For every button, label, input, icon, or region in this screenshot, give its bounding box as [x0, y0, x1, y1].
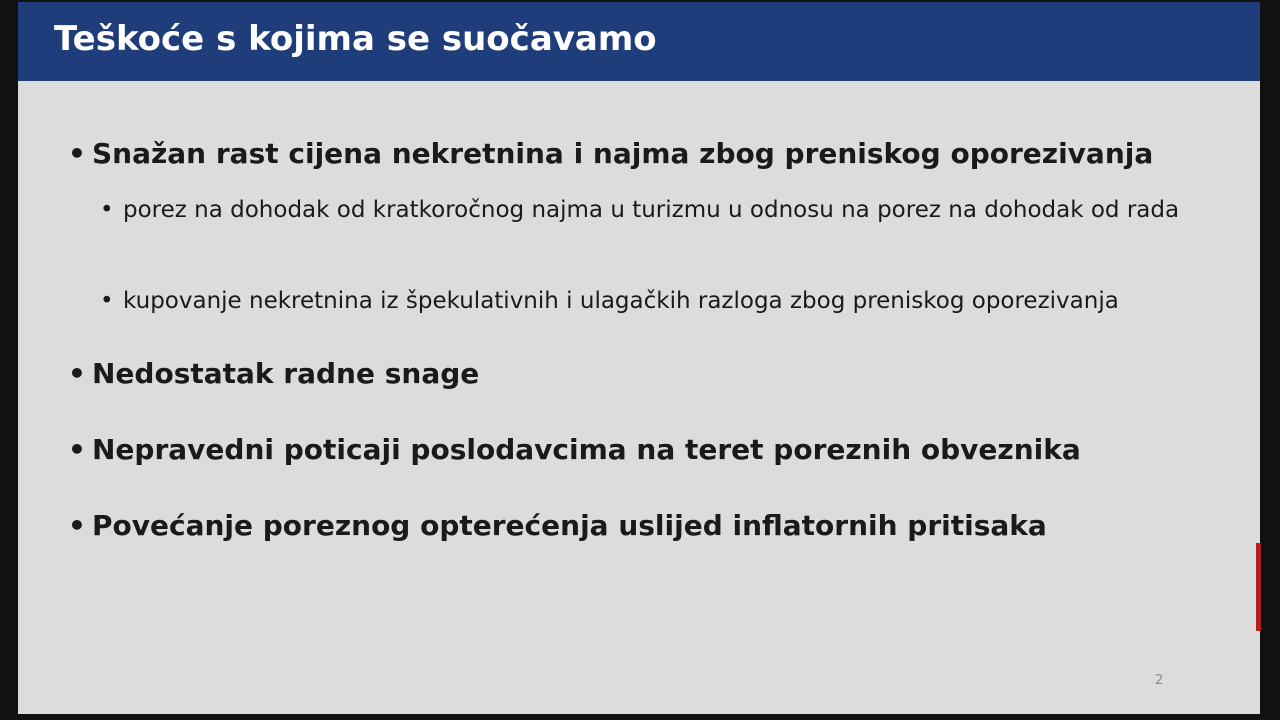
edge-marker — [1256, 543, 1261, 631]
title-bar — [18, 2, 1260, 81]
sub-bullet-icon: • — [100, 288, 114, 314]
presentation-slide — [18, 2, 1260, 714]
sub-bullet-item-speculative-buying — [100, 283, 1210, 320]
bullet-item-labor-shortage — [68, 356, 479, 392]
bullet-item-unfair-incentives — [68, 432, 1081, 468]
page-number: 2 — [1155, 673, 1164, 688]
sub-bullet-item-income-tax — [100, 192, 1210, 229]
slide-title: Teškoće s kojima se suočavamo — [54, 19, 657, 59]
bullet-icon: • — [68, 433, 86, 466]
sub-bullet-icon: • — [100, 197, 114, 223]
sub-bullet-text: kupovanje nekretnina iz špekulativnih i ulagačkih razloga zbog preniskog oporezivanja — [123, 288, 1119, 314]
bullet-text: Snažan rast cijena nekretnina i najma zbog preniskog oporezivanja — [92, 137, 1154, 170]
bullet-icon: • — [68, 509, 86, 542]
bullet-item-price-growth — [68, 136, 1153, 172]
bullet-text: Nedostatak radne snage — [92, 357, 480, 390]
bullet-text: Nepravedni poticaji poslodavcima na teret poreznih obveznika — [92, 433, 1081, 466]
bullet-icon: • — [68, 137, 86, 170]
bullet-text: Povećanje poreznog opterećenja uslijed inflatornih pritisaka — [92, 509, 1047, 542]
bullet-icon: • — [68, 357, 86, 390]
bullet-item-tax-burden — [68, 508, 1047, 544]
sub-bullet-text: porez na dohodak od kratkoročnog najma u turizmu u odnosu na porez na dohodak od rada — [123, 197, 1180, 223]
